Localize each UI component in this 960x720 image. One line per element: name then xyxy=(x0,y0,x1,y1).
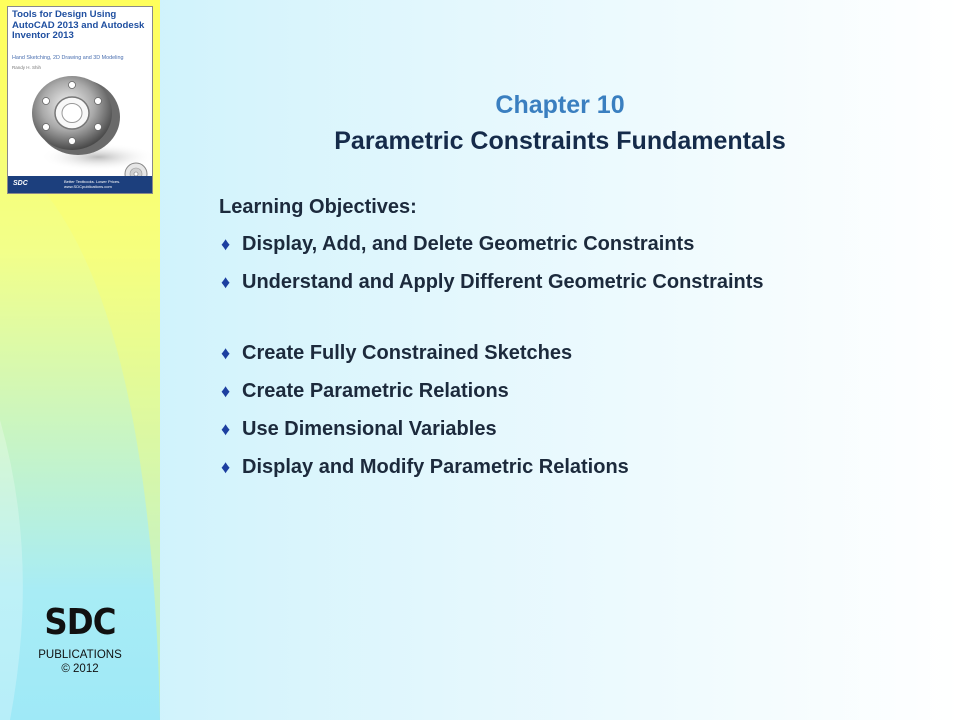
publisher-info xyxy=(20,648,140,676)
objective-text: Create Fully Constrained Sketches xyxy=(242,342,573,364)
publisher-logo: SDC xyxy=(44,602,116,643)
objective-text: Display and Modify Parametric Relations xyxy=(242,456,629,478)
chapter-label: Chapter 10 xyxy=(495,91,625,119)
objective-item xyxy=(221,339,861,367)
diamond-bullet-icon: ♦ xyxy=(221,457,231,477)
objective-text: Create Parametric Relations xyxy=(242,380,509,402)
copyright-notice: © 2012 xyxy=(61,663,99,675)
book-cover-title: Tools for Design Using AutoCAD 2013 and Autodesk Inventor 2013 xyxy=(12,9,145,41)
objectives-heading: Learning Objectives: xyxy=(219,196,417,218)
objective-item xyxy=(221,453,861,481)
objective-item xyxy=(221,415,861,443)
book-cover-subtitle: Hand Sketching, 2D Drawing and 3D Modeling xyxy=(12,55,124,61)
book-cover-footer-text: Better Textbooks. Lower Prices. www.SDCpublications.com xyxy=(64,179,121,189)
diamond-bullet-icon: ♦ xyxy=(221,419,231,439)
book-cover-publisher-logo: SDC xyxy=(13,180,28,187)
book-cover xyxy=(7,6,153,194)
publisher-name: PUBLICATIONS xyxy=(38,649,122,661)
objective-item xyxy=(221,230,861,258)
diamond-bullet-icon: ♦ xyxy=(221,272,231,292)
objective-text: Use Dimensional Variables xyxy=(242,418,497,440)
objective-item xyxy=(221,268,861,296)
objective-item xyxy=(221,377,861,405)
objective-text: Understand and Apply Different Geometric Constraints xyxy=(242,271,764,293)
book-cover-footer xyxy=(8,176,153,193)
diamond-bullet-icon: ♦ xyxy=(221,381,231,401)
diamond-bullet-icon: ♦ xyxy=(221,343,231,363)
book-cover-author: Randy H. Shih xyxy=(12,65,42,70)
diamond-bullet-icon: ♦ xyxy=(221,234,231,254)
chapter-title: Parametric Constraints Fundamentals xyxy=(334,127,786,155)
objective-text: Display, Add, and Delete Geometric Constraints xyxy=(242,233,695,255)
